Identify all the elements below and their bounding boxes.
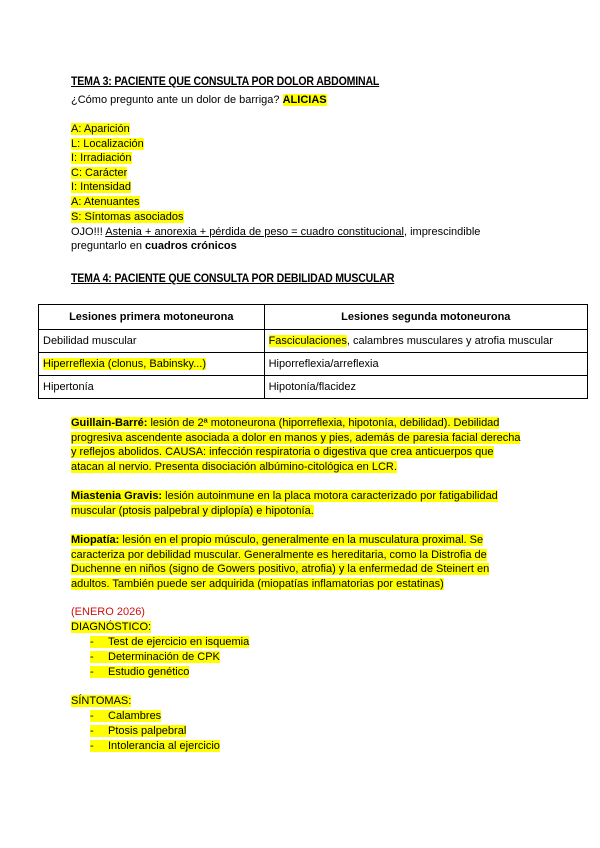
tema3-ojo-line (71, 225, 480, 239)
table-cell: Hipotonía/flacidez (264, 376, 587, 399)
guillain-line: lesión de 2ª motoneurona (hiporreflexia, hipotonía, debilidad). Debilidad (147, 417, 500, 429)
highlighted-term: Hiperreflexia (clonus, Babinsky...) (43, 358, 207, 370)
ojo-line2-prefix: preguntarlo en (71, 240, 145, 252)
tema3-question: ¿Cómo pregunto ante un dolor de barriga? (71, 94, 280, 106)
list-item: - Intolerancia al ejercicio (90, 740, 220, 752)
tema3-heading: TEMA 3: PACIENTE QUE CONSULTA POR DOLOR ABDOMINAL (71, 74, 380, 88)
diagnostico-item: Estudio genético (108, 666, 190, 678)
sintomas-item: Ptosis palpebral (108, 725, 187, 737)
table-header: Lesiones segunda motoneurona (264, 305, 587, 330)
guillain-line: y reflejos abolidos. CAUSA: infección respiratoria o digestiva que crea anticuerpos que (71, 446, 494, 459)
tema3-item: I: Irradiación (71, 152, 132, 164)
sintomas-label: SÍNTOMAS: (71, 695, 132, 707)
miastenia-title: Miastenia Gravis: (71, 490, 163, 502)
miastenia-line: muscular (ptosis palpebral y diplopía) e hipotonía. (71, 504, 314, 517)
ojo-prefix: OJO!!! (71, 226, 106, 238)
list-item: - Calambres (90, 710, 162, 722)
tema3-item: I: Intensidad (71, 181, 131, 193)
sintomas-item: Intolerancia al ejercicio (108, 740, 220, 752)
table-cell: Hipertonía (39, 376, 265, 399)
miopatia-title: Miopatía: (71, 534, 120, 546)
ojo-line2-bold: cuadros crónicos (145, 240, 237, 252)
tema3-question-line (71, 93, 327, 107)
miopatia-line: adultos. También puede ser adquirida (miopatías inflamatorias por estatinas) (71, 577, 444, 590)
tema3-item: S: Síntomas asociados (71, 211, 184, 223)
guillain-line: progresiva ascendente asociada a dolor en manos y pies, además de paresia facial derecha (71, 431, 521, 444)
motoneurona-table (38, 304, 588, 399)
ojo-suffix: , imprescindible (403, 226, 481, 238)
table-header-row (39, 305, 588, 330)
tema3-ojo-line2 (71, 239, 237, 253)
tema4-heading: TEMA 4: PACIENTE QUE CONSULTA POR DEBILIDAD MUSCULAR (71, 271, 395, 285)
exam-note: (ENERO 2026) (71, 606, 145, 618)
guillain-title: Guillain-Barré: (71, 417, 148, 429)
table-row (39, 330, 588, 353)
sintomas-item: Calambres (108, 710, 162, 722)
miastenia-line: lesión autoinmune en la placa motora caracterizado por fatigabilidad (162, 490, 498, 502)
table-cell: Hiporreflexia/arreflexia (264, 353, 587, 376)
miopatia-line: Duchenne en niños (signo de Gowers positivo, atrofia) y la enfermedad de Steinert en (71, 563, 490, 576)
diagnostico-item: Determinación de CPK (108, 651, 220, 663)
table-cell (264, 330, 587, 353)
ojo-underlined: Astenia + anorexia + pérdida de peso = cuadro constitucional (105, 226, 404, 238)
miopatia-paragraph (71, 533, 541, 591)
highlighted-term: Fasciculaciones (268, 335, 347, 347)
guillain-paragraph (71, 416, 541, 474)
tema3-mnemonic: ALICIAS (282, 94, 327, 106)
tema3-item: L: Localización (71, 138, 144, 150)
miopatia-line: lesión en el propio músculo, generalmente en la musculatura proximal. Se (119, 534, 484, 546)
table-row (39, 353, 588, 376)
guillain-line: atacan al nervio. Presenta disociación albúmino-citológica en LCR. (71, 460, 397, 473)
list-item: - Ptosis palpebral (90, 725, 187, 737)
cell-text: , calambres musculares y atrofia muscular (346, 335, 553, 347)
diagnostico-label: DIAGNÓSTICO: (71, 621, 152, 633)
miastenia-paragraph (71, 489, 541, 518)
table-header: Lesiones primera motoneurona (39, 305, 265, 330)
tema3-item: A: Aparición (71, 123, 130, 135)
list-item: - Test de ejercicio en isquemia (90, 636, 250, 648)
list-item: - Estudio genético (90, 666, 190, 678)
list-item: - Determinación de CPK (90, 651, 220, 663)
miopatia-line: caracteriza por debilidad muscular. Generalmente es hereditaria, como la Distrofia de (71, 548, 487, 561)
table-cell: Debilidad muscular (39, 330, 265, 353)
diagnostico-item: Test de ejercicio en isquemia (108, 636, 250, 648)
tema3-item: C: Carácter (71, 167, 128, 179)
table-cell (39, 353, 265, 376)
tema3-item: A: Atenuantes (71, 196, 140, 208)
table-row (39, 376, 588, 399)
